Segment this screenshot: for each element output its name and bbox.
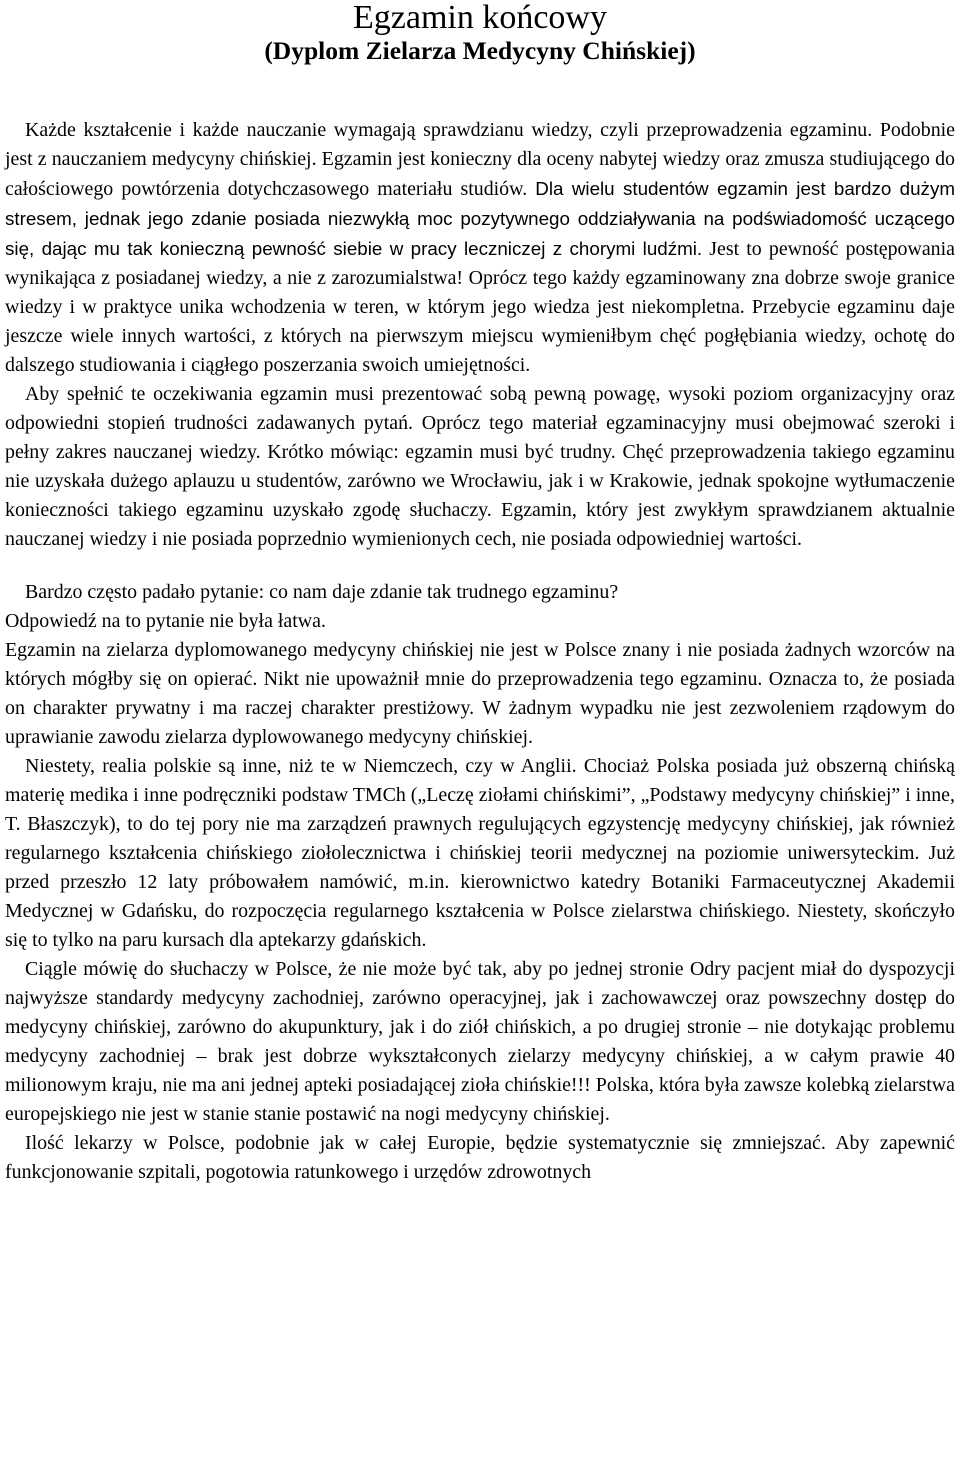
paragraph-intro	[5, 116, 955, 380]
paragraph-doctors: Ilość lekarzy w Polsce, podobnie jak w całej Europie, będzie systematycznie się zmniejszać. Aby zapewnić funkcjonowanie szpitali, pogotowia ratunkowego i urzędów zdrowotnych	[5, 1132, 955, 1183]
paragraph-status: Egzamin na zielarza dyplomowanego medycyny chińskiej nie jest w Polsce znany i nie posiada żadnych wzorców na których mógłby się on opierać. Nikt nie upoważnił mnie do przeprowadzenia tego egzaminu. Oznacza to, że posiada on charakter prywatny i ma raczej charakter prestiżowy. W żadnym wypadku nie jest zezwoleniem rządowym do uprawianie zawodu zielarza dyplowowanego medycyny chińskiej.	[5, 639, 955, 748]
paragraph-intro-serif: Każde kształcenie i każde nauczanie wymagają sprawdzianu wiedzy, czyli przeprowadzenia egzaminu. Podobnie jest z nauczaniem medycyny chińskiej. Egzamin jest konieczny dla oceny nabytej wiedzy oraz zmusza studiującego do całościowego powtórzenia dotychczasowego materiału studiów.	[5, 119, 955, 200]
paragraph-odra: Ciągle mówię do słuchaczy w Polsce, że nie może być tak, aby po jednej stronie Odry pacjent miał do dyspozycji najwyższe standardy medycyny zachodniej, zarówno operacyjnej, jak i zachowawczej oraz powszechny dostęp do medycyny chińskiej, zarówno do akupunktury, jak i do ziół chińskich, a po drugiej stronie – nie dotykając problemu medycyny zachodniej – brak jest dobrze wykształconych zielarzy medycyny chińskiej, a w całym prawie 40 milionowym kraju, nie ma ani jednej apteki posiadającej zioła chińskie!!! Polska, która była zawsze kolebką zielarstwa europejskiego nie jest w stanie stanie postawić na nogi medycyny chińskiej.	[5, 958, 955, 1125]
paragraph-question: Bardzo często padało pytanie: co nam daje zdanie tak trudnego egzaminu?	[25, 581, 619, 603]
document-body	[5, 116, 955, 1187]
paragraph-intro-sans: Dla wielu studentów egzamin jest bardzo dużym stresem, jednak jego zdanie posiada niezwykłą moc pozytywnego oddziaływania na podświadomość uczącego się, dając mu tak konieczną pewność siebie w pracy leczniczej z chorymi ludźmi.	[5, 178, 955, 259]
paragraph-realia: Niestety, realia polskie są inne, niż te w Niemczech, czy w Anglii. Chociaż Polska posiada już obszerną chińską materię medika i inne podręczniki podstaw TMCh („Leczę ziołami chińskimi”, „Podstawy medycyny chińskiej” i inne, T. Błaszczyk), to do tej pory nie ma zarządzeń prawnych regulujących egzystencję medycyny chińskiej, jak również regularnego kształcenia chińskiego ziołolecznictwa i chińskiej teorii medycznej na poziomie uniwersyteckim. Już przed przeszło 12 laty próbowałem namówić, m.in. kierownictwo katedry Botaniki Farmaceutycznej Akademii Medycznej w Gdańsku, do rozpoczęcia regularnego kształcenia w Polsce zielarstwa chińskiego. Niestety, skończyło się to tylko na paru kursach dla aptekarzy gdańskich.	[5, 755, 955, 951]
paragraph-answer: Odpowiedź na to pytanie nie była łatwa.	[5, 610, 326, 632]
paragraph-intro-rest: Jest to pewność postępowania wynikająca z posiadanej wiedzy, a nie z zarozumialstwa! Oprócz tego każdy egzaminowany zna dobrze swoje granice wiedzy i w praktyce unika wchodzenia w teren, w którym jego wiedza jest niekompletna. Przebycie egzaminu daje jeszcze wiele innych wartości, z których na pierwszym miejscu wymieniłbym chęć pogłębiania wiedzy, ochotę do dalszego studiowania i ciągłego poszerzania swoich umiejętności.	[5, 238, 955, 376]
page-subtitle: (Dyplom Zielarza Medycyny Chińskiej)	[264, 36, 696, 65]
paragraph-expectations: Aby spełnić te oczekiwania egzamin musi prezentować sobą pewną powagę, wysoki poziom organizacyjny oraz odpowiedni stopień trudności zadawanych pytań. Oprócz tego materiał egzaminacyjny musi obejmować szeroki i pełny zakres nauczanej wiedzy. Krótko mówiąc: egzamin musi być trudny. Chęć przeprowadzenia takiego egzaminu nie uzyskała dużego aplauzu u studentów, zarówno we Wrocławiu, jak i w Krakowie, jednak spokojne wytłumaczenie konieczności takiego egzaminu uzyskało zgodę słuchaczy. Egzamin, który jest zwykłym sprawdzianem aktualnie nauczanej wiedzy i nie posiada poprzednio wymienionych cech, nie posiada odpowiedniej wartości.	[5, 383, 955, 550]
page-title: Egzamin końcowy	[353, 0, 607, 36]
